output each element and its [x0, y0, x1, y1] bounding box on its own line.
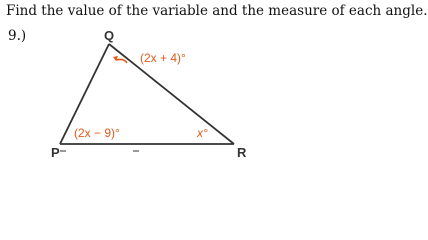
problem-number: 9.) — [8, 28, 27, 44]
angle-label-r: x° — [197, 126, 208, 140]
vertex-label-r: R — [237, 145, 247, 160]
angle-arc-q — [116, 59, 127, 63]
angle-label-q: (2x + 4)° — [140, 51, 186, 65]
vertex-label-p: P — [51, 145, 60, 160]
angle-label-p: (2x − 9)° — [74, 126, 120, 140]
vertex-label-q: Q — [104, 28, 115, 43]
instruction-text: Find the value of the variable and the measure of each angle. — [6, 3, 428, 19]
